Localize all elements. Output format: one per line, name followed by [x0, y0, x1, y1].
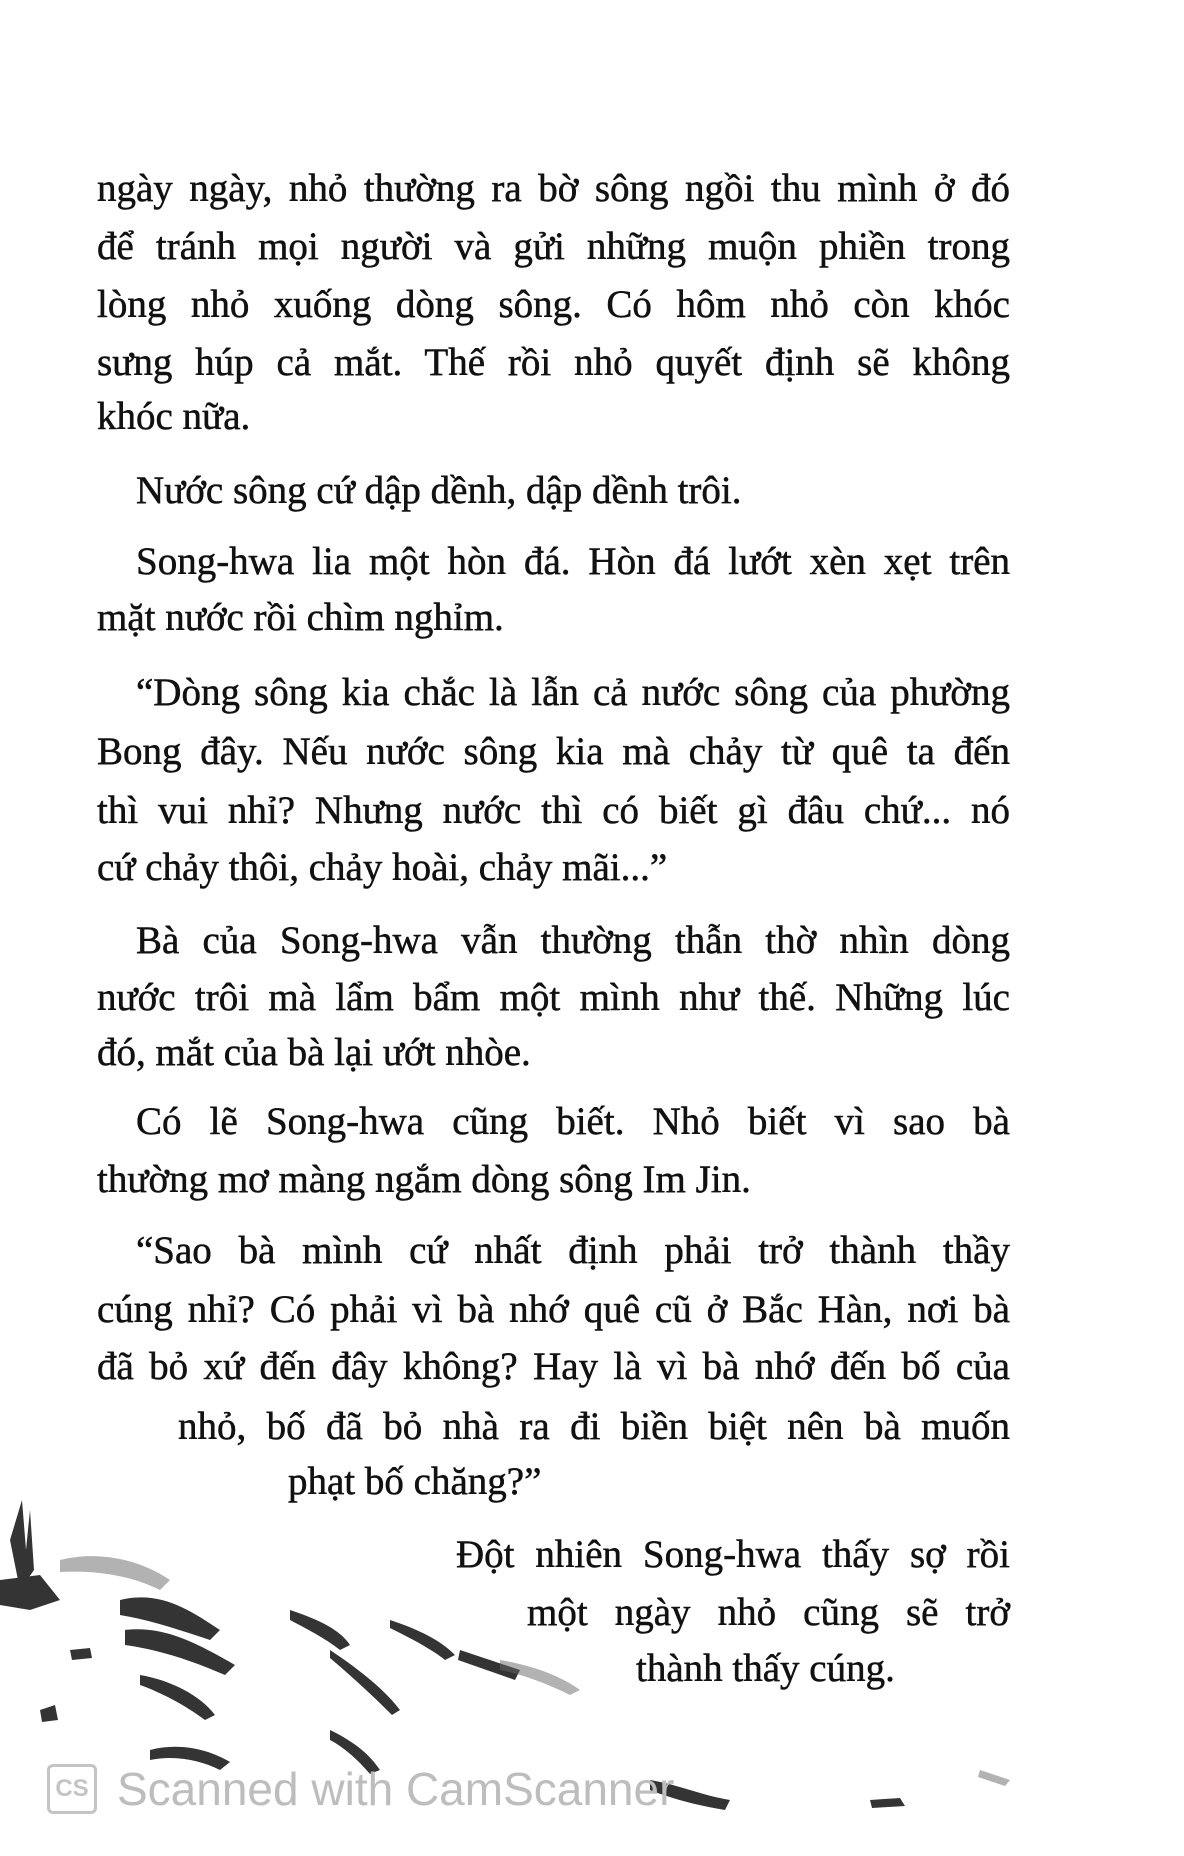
text-line: Có lẽ Song-hwa cũng biết. Nhỏ biết vì sao bà: [136, 1100, 1010, 1143]
text-line: đã bỏ xứ đến đây không? Hay là vì bà nhớ đến bố của: [97, 1345, 1010, 1388]
text-line: “Dòng sông kia chắc là lẫn cả nước sông của phường: [136, 671, 1010, 714]
camscanner-logo-icon: CS: [47, 1764, 97, 1814]
text-line: thường mơ màng ngắm dòng sông Im Jin.: [97, 1158, 751, 1201]
text-line: Nước sông cứ dập dềnh, dập dềnh trôi.: [136, 469, 742, 512]
text-line: khóc nữa.: [97, 395, 251, 438]
text-line: nhỏ, bố đã bỏ nhà ra đi biền biệt nên bà muốn: [178, 1405, 1010, 1448]
text-line: sưng húp cả mắt. Thế rồi nhỏ quyết định sẽ không: [97, 341, 1010, 384]
text-line: lòng nhỏ xuống dòng sông. Có hôm nhỏ còn khóc: [97, 283, 1010, 326]
text-line: thành thấy cúng.: [636, 1647, 895, 1690]
text-line: để tránh mọi người và gửi những muộn phiền trong: [97, 225, 1010, 268]
text-line: mặt nước rồi chìm nghỉm.: [97, 596, 504, 639]
text-line: đó, mắt của bà lại ướt nhòe.: [97, 1031, 531, 1074]
text-line: cúng nhỉ? Có phải vì bà nhớ quê cũ ở Bắc Hàn, nơi bà: [97, 1288, 1010, 1331]
text-line: một ngày nhỏ cũng sẽ trở: [527, 1591, 1010, 1634]
text-line: Song-hwa lia một hòn đá. Hòn đá lướt xèn xẹt trên: [136, 540, 1010, 583]
text-line: phạt bố chăng?”: [288, 1460, 542, 1503]
text-line: nước trôi mà lẩm bẩm một mình như thế. Những lúc: [97, 976, 1010, 1019]
text-line: ngày ngày, nhỏ thường ra bờ sông ngồi thu mình ở đó: [97, 167, 1010, 210]
camscanner-watermark: [47, 1762, 674, 1816]
text-line: thì vui nhỉ? Nhưng nước thì có biết gì đâu chứ... nó: [97, 789, 1010, 832]
text-line: “Sao bà mình cứ nhất định phải trở thành thầy: [136, 1229, 1010, 1272]
text-line: Đột nhiên Song-hwa thấy sợ rồi: [456, 1533, 1010, 1576]
text-line: Bà của Song-hwa vẫn thường thẫn thờ nhìn dòng: [136, 919, 1010, 962]
text-line: cứ chảy thôi, chảy hoài, chảy mãi...”: [97, 846, 668, 889]
text-line: Bong đây. Nếu nước sông kia mà chảy từ quê ta đến: [97, 730, 1010, 773]
watermark-text: Scanned with CamScanner: [117, 1763, 675, 1815]
